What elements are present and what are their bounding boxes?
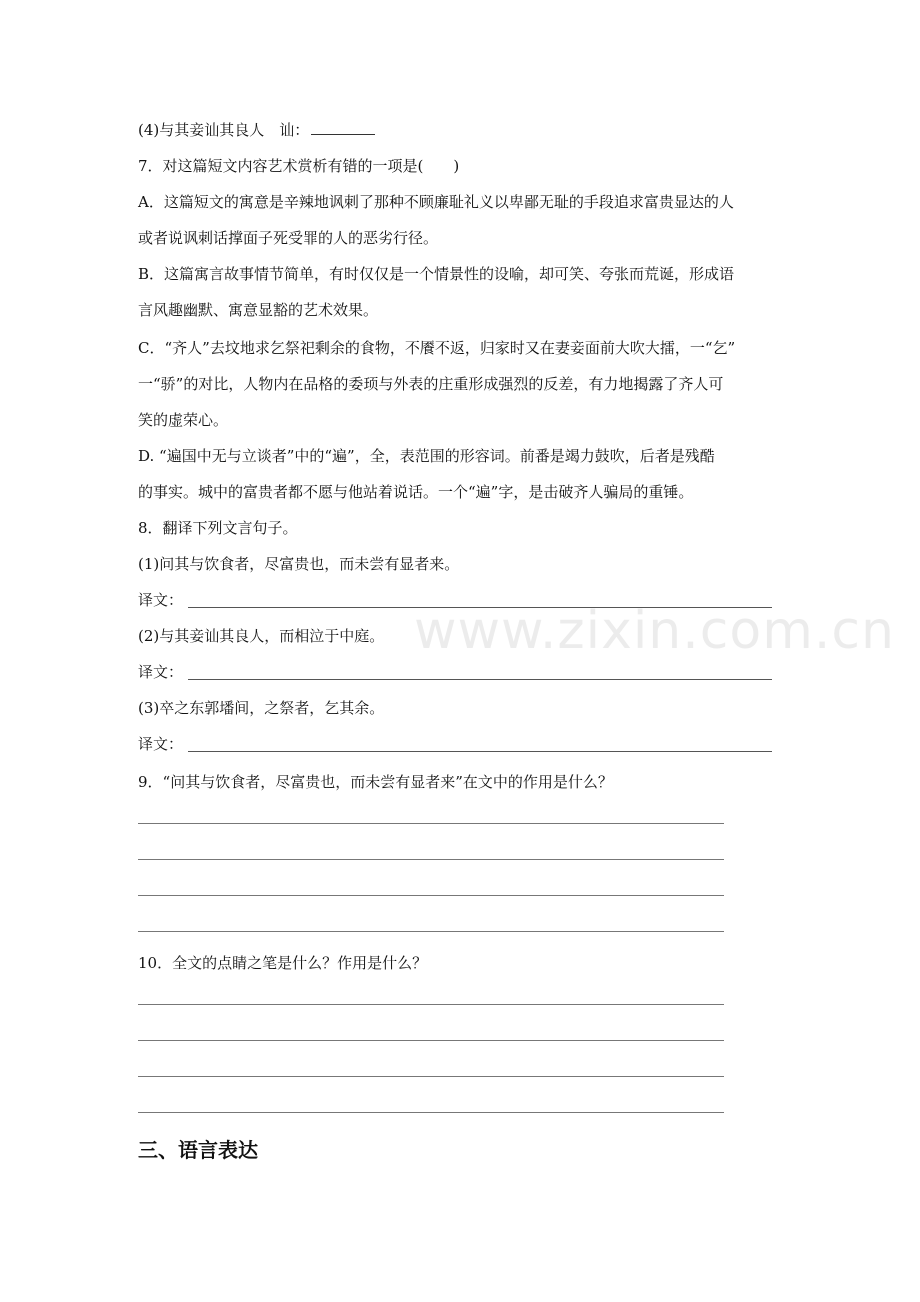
translation-label: 译文： bbox=[138, 663, 184, 681]
q9-answer-line-2[interactable] bbox=[138, 859, 724, 860]
q10-answer-line-3[interactable] bbox=[138, 1076, 724, 1077]
q6-item-4-text: (4)与其妾讪其良人 讪： bbox=[138, 121, 310, 139]
q10-answer-line-1[interactable] bbox=[138, 1004, 724, 1005]
q7-option-a-line2: 或者说讽刺话撑面子死受罪的人的恶劣行径。 bbox=[138, 229, 439, 247]
q7-option-b-line1: B．这篇寓言故事情节简单，有时仅仅是一个情景性的设喻，却可笑、夸张而荒诞，形成语 bbox=[138, 265, 735, 283]
q6-item-4-blank[interactable] bbox=[311, 120, 375, 135]
q7-option-c-line3: 笑的虚荣心。 bbox=[138, 411, 229, 429]
q10-answer-line-4[interactable] bbox=[138, 1112, 724, 1113]
q8-stem: 8．翻译下列文言句子。 bbox=[138, 519, 298, 537]
answer-line bbox=[188, 751, 772, 752]
watermark: www.zixin.com.cn bbox=[414, 601, 895, 661]
q7-option-b-line2: 言风趣幽默、寓意显豁的艺术效果。 bbox=[138, 301, 379, 319]
q7-option-a-line1: A．这篇短文的寓意是辛辣地讽刺了那种不顾廉耻礼义以卑鄙无耻的手段追求富贵显达的人 bbox=[138, 193, 734, 211]
answer-line bbox=[188, 679, 772, 680]
q7-stem: 7．对这篇短文内容艺术赏析有错的一项是( ) bbox=[138, 157, 460, 175]
q7-option-d-line1: D. “遍国中无与立谈者”中的“遍”，全，表范围的形容词。前番是竭力鼓吹，后者是残酷 bbox=[138, 447, 715, 465]
q9-answer-line-3[interactable] bbox=[138, 895, 724, 896]
translation-label: 译文： bbox=[138, 591, 184, 609]
q8-translation-3[interactable] bbox=[138, 734, 778, 754]
q7-option-c-line1: C．“齐人”去坟地求乞祭祀剩余的食物，不餍不返，归家时又在妻妾面前大吹大擂，一“乞” bbox=[138, 339, 736, 357]
q8-sentence-1: (1)问其与饮食者，尽富贵也，而未尝有显者来。 bbox=[138, 555, 460, 573]
q10-stem: 10．全文的点睛之笔是什么？作用是什么？ bbox=[138, 954, 428, 972]
q7-option-d-line2: 的事实。城中的富贵者都不愿与他站着说话。一个“遍”字，是击破齐人骗局的重锤。 bbox=[138, 483, 694, 501]
translation-label: 译文： bbox=[138, 735, 184, 753]
q6-item-4 bbox=[138, 120, 788, 140]
section-heading: 三、语言表达 bbox=[138, 1138, 258, 1162]
q9-stem: 9．“问其与饮食者，尽富贵也，而未尝有显者来”在文中的作用是什么？ bbox=[138, 773, 613, 791]
q9-answer-line-4[interactable] bbox=[138, 931, 724, 932]
q10-answer-line-2[interactable] bbox=[138, 1040, 724, 1041]
q8-sentence-2: (2)与其妾讪其良人，而相泣于中庭。 bbox=[138, 627, 385, 645]
q9-answer-line-1[interactable] bbox=[138, 823, 724, 824]
q8-translation-2[interactable] bbox=[138, 662, 778, 682]
q8-sentence-3: (3)卒之东郭墦间，之祭者，乞其余。 bbox=[138, 699, 385, 717]
q7-option-c-line2: 一“骄”的对比，人物内在品格的委顼与外表的庄重形成强烈的反差，有力地揭露了齐人可 bbox=[138, 375, 724, 393]
